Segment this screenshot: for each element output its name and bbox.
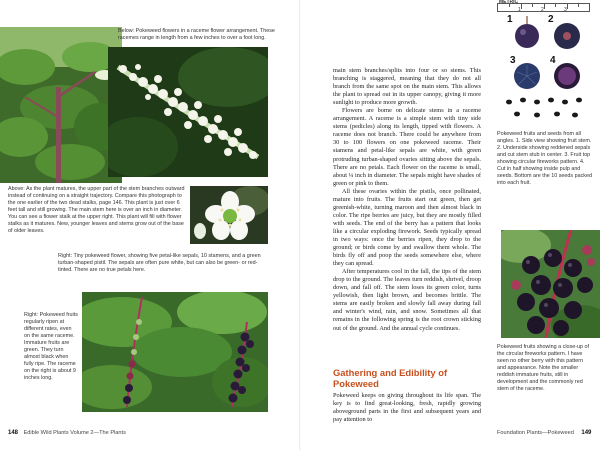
gutter — [299, 0, 301, 450]
ruler-tick — [555, 4, 556, 7]
ruler-number: 2 — [541, 7, 544, 13]
ruler-tick — [567, 4, 568, 9]
flower-closeup-photo — [190, 186, 268, 244]
ruler-tick — [532, 4, 533, 7]
ruler-number: 3 — [564, 7, 567, 13]
footer-left — [8, 430, 126, 436]
ruler-tick — [544, 4, 545, 9]
body-paragraph: All these ovaries within the pistils, once pollinated, mature into fruits. The fruits start out green, then get greenish-white, turning maroon and then almost black in color. The ripe berries are juicy, but they are mostly filled with seeds. The end of the berry has a pattern that looks like a circular exploding firework. Seeds typically spread in two ways: once the berries ripen, they drop to the ground; or birds come by and swallow them whole. The birds fly off and poop the seeds somewhere else, where they can spread. — [333, 187, 481, 268]
page-number-left: 148 — [8, 430, 19, 436]
panel-number: 4 — [550, 55, 556, 66]
panel-number: 2 — [548, 14, 554, 25]
footer-right — [497, 430, 591, 436]
fruit-raceme-photo — [82, 292, 268, 412]
raceme-flower-photo — [108, 47, 268, 177]
caption-flower: Right: Tiny pokeweed flower, showing five petal-like sepals, 10 stamens, and a green turban-shaped pistil. The sepals are often pure white, but can also be green- or red-tinted. There are no true petals here. — [58, 253, 261, 273]
ruler-tick — [521, 4, 522, 9]
ruler-number: 1 — [518, 7, 521, 13]
section-heading: Gathering and Edibility of Pokeweed — [333, 367, 448, 389]
caption-berry-cluster: Pokeweed fruits showing a close-up of the circular fireworks pattern. I have seen no other berry with this pattern and appearance. Note the smaller reddish immature fruits, still in development and the commonly red stem of the raceme. — [497, 344, 589, 392]
caption-fruits: Right: Pokeweed fruits regularly ripen at different rates, even on the same raceme. Immature fruits are green. They turn almost black when fully ripe. The raceme on the right is about 9 inches long. — [24, 312, 78, 381]
ruler-tick — [578, 4, 579, 7]
caption-plant-mature: Above: As the plant matures, the upper part of the stem branches outward instead of continuing on a straight trajectory. Compare this photograph to the one earlier of the two dead stalks, page 146. This plant is just over 6 feet tall and still growing. The main stem here is over an inch in diameter. You can see a flower stalk at the upper right. This plant will fill with flower stalks as it matures. New, younger leaves and stems grow out of the base of older leaves. — [8, 186, 185, 234]
body-paragraph: Flowers are borne on delicate stems in a raceme arrangement. A raceme is a simple stem with tiny side stems (pedicles) along its length, tipped with flowers. A raceme does not branch. There could be anywhere from 30 to 100 flowers on one pokeweed raceme. Their stamens and petal-like sepals are white, with green protruding turban-shaped ovaries sitting above the sepals. There are no petals. Each flower on the raceme is small, about ¼ inch in diameter. The sepals might have shades of green or pink to them. — [333, 107, 481, 187]
body-paragraph: After temperatures cool in the fall, the tips of the stem drop to the ground. The leaves turn reddish, shrivel, droop down, and fall off. The stem loses its green color, turns yellowish, then light brown, and becomes brittle. The stems are easily broken and slowly fall away during fall and winter's wind, rain, and snow. Sometimes all that remains in the following spring is the root crown sticking out of the ground. And the annual cycle continues. — [333, 268, 481, 332]
caption-seeds: Pokeweed fruits and seeds from all angles. 1. Side view showing fruit stem. 2. Underside showing reddened sepals and cut stem stub in center. 3. Fruit top showing circular fireworks pattern. 4. Cut in half showing inside pulp and seeds. Bottom are the 10 seeds packed into each fruit. — [497, 131, 592, 186]
berry-cluster-photo — [501, 230, 600, 338]
panel-number: 3 — [510, 55, 516, 66]
panel-number: 1 — [507, 14, 513, 25]
caption-raceme: Below: Pokeweed flowers in a raceme flower arrangement. These racemes range in length from a few inches to over a foot long. — [118, 28, 275, 41]
page-number-right: 149 — [581, 430, 592, 436]
footer-title-right: Foundation Plants—Pokeweed — [497, 430, 574, 436]
section-paragraph: Pokeweed keeps on giving throughout its life span. The key is to find great-looking, fresh, rapidly growing aboveground parts in the first and subsequent years and pay attention to — [333, 392, 481, 424]
plant-photo — [0, 27, 122, 183]
body-paragraph: main stem branches/splits into four or so stems. This branching is staggered, meaning that they do not all branch from the same spot on the main stem. This allows the plant to spread out in its upper canopy, giving it more sunlight to produce more growth. — [333, 67, 481, 107]
footer-title-left: Edible Wild Plants Volume 2—The Plants — [23, 430, 126, 436]
ruler-label: METRIC — [499, 0, 519, 5]
fruit-panels-photo — [497, 14, 590, 126]
main-body-text — [333, 67, 481, 333]
